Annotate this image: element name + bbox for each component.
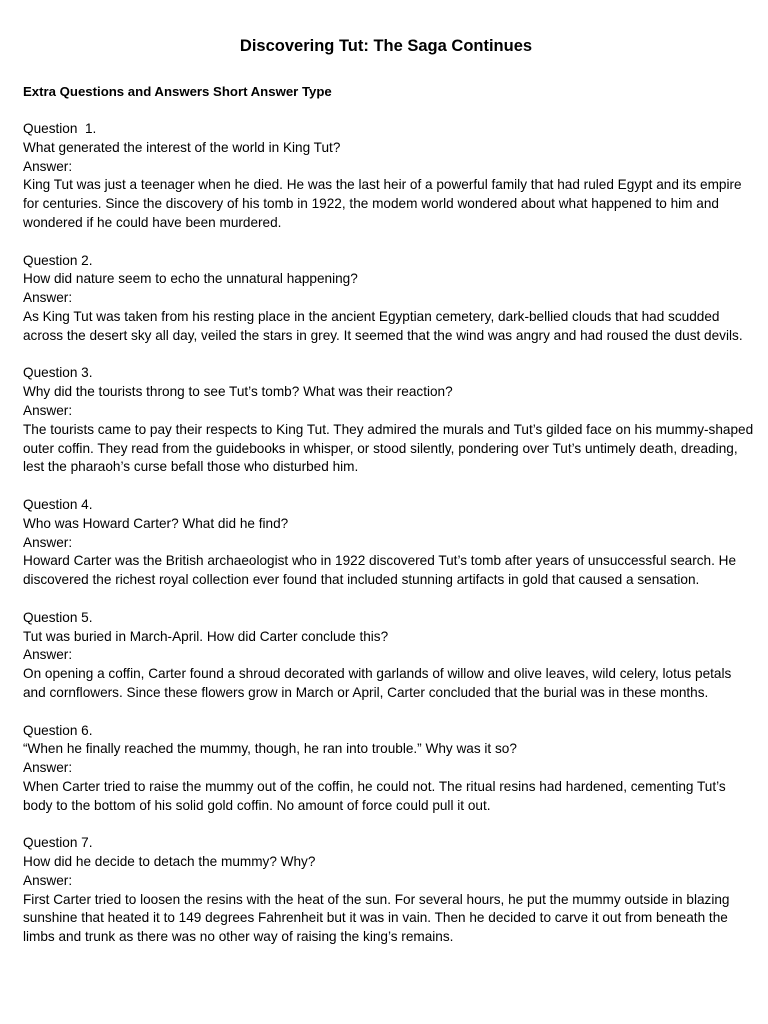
question-text: Why did the tourists throng to see Tut’s tomb? What was their reaction?: [23, 384, 453, 400]
answer-label: Answer:: [23, 760, 73, 776]
answer-label: Answer:: [23, 647, 73, 663]
question-number: Question 7.: [23, 835, 93, 851]
qa-item: [23, 722, 755, 816]
question-text: How did nature seem to echo the unnatural happening?: [23, 271, 358, 287]
qa-item: [23, 364, 755, 477]
answer-label: Answer:: [23, 290, 73, 306]
answer-text: The tourists came to pay their respects to King Tut. They admired the murals and Tut’s gilded face on his mummy-shaped outer coffin. They read from the guidebooks in whisper, or stood silently, pondering over Tut’s untimely death, dreading, lest the pharaoh’s curse befall those who disturbed him.: [23, 421, 754, 475]
answer-label: Answer:: [23, 402, 73, 418]
answer-label: Answer:: [23, 534, 73, 550]
question-text: Who was Howard Carter? What did he find?: [23, 515, 289, 531]
qa-item: [23, 834, 755, 947]
qa-item: [23, 252, 755, 346]
answer-label: Answer:: [23, 872, 73, 888]
page-title: Discovering Tut: The Saga Continues: [239, 37, 533, 55]
qa-item: [23, 496, 755, 590]
qa-item: [23, 609, 755, 703]
question-number: Question 5.: [23, 609, 93, 625]
question-text: Tut was buried in March-April. How did Carter conclude this?: [23, 628, 389, 644]
question-number: Question 6.: [23, 722, 93, 738]
question-text: “When he finally reached the mummy, though, he ran into trouble.” Why was it so?: [23, 741, 517, 757]
question-text: How did he decide to detach the mummy? Why?: [23, 854, 316, 870]
question-number: Question 3.: [23, 365, 93, 381]
answer-text: On opening a coffin, Carter found a shroud decorated with garlands of willow and olive leaves, wild celery, lotus petals and cornflowers. Since these flowers grow in March or April, Carter concluded that the burial was in these months.: [23, 666, 732, 700]
answer-text: Howard Carter was the British archaeologist who in 1922 discovered Tut’s tomb after years of unsuccessful search. He discovered the richest royal collection ever found that included stunning artifacts in gold that caused a sensation.: [23, 553, 737, 588]
answer-text: As King Tut was taken from his resting place in the ancient Egyptian cemetery, dark-bellied clouds that had scudded across the desert sky all day, veiled the stars in grey. It seemed that the wind was angry and had roused the dust devils.: [23, 308, 743, 343]
answer-text: King Tut was just a teenager when he died. He was the last heir of a powerful family that had ruled Egypt and its empire for centuries. Since the discovery of his tomb in 1922, the modem world wondered about what happened to him and wondered if he could have been murdered.: [23, 177, 742, 230]
answer-label: Answer:: [23, 158, 73, 174]
question-number: Question 4.: [23, 496, 93, 512]
answer-text: When Carter tried to raise the mummy out of the coffin, he could not. The ritual resins had hardened, cementing Tut’s body to the bottom of his solid gold coffin. No amount of force could pull it out.: [23, 778, 726, 813]
question-number: Question 2.: [23, 252, 93, 268]
qa-item: [23, 120, 755, 233]
question-answer-list: [23, 120, 755, 966]
answer-text: First Carter tried to loosen the resins with the heat of the sun. For several hours, he put the mummy outside in blazing sunshine that heated it to 149 degrees Fahrenheit but it was in vain. Then he decided to carve it out from beneath the limbs and trunk as there was no other way of raising the king’s remains.: [23, 891, 730, 945]
question-number: Question 1.: [23, 121, 97, 136]
section-heading: Extra Questions and Answers Short Answer Type: [23, 84, 332, 99]
question-text: What generated the interest of the world in King Tut?: [23, 139, 341, 155]
